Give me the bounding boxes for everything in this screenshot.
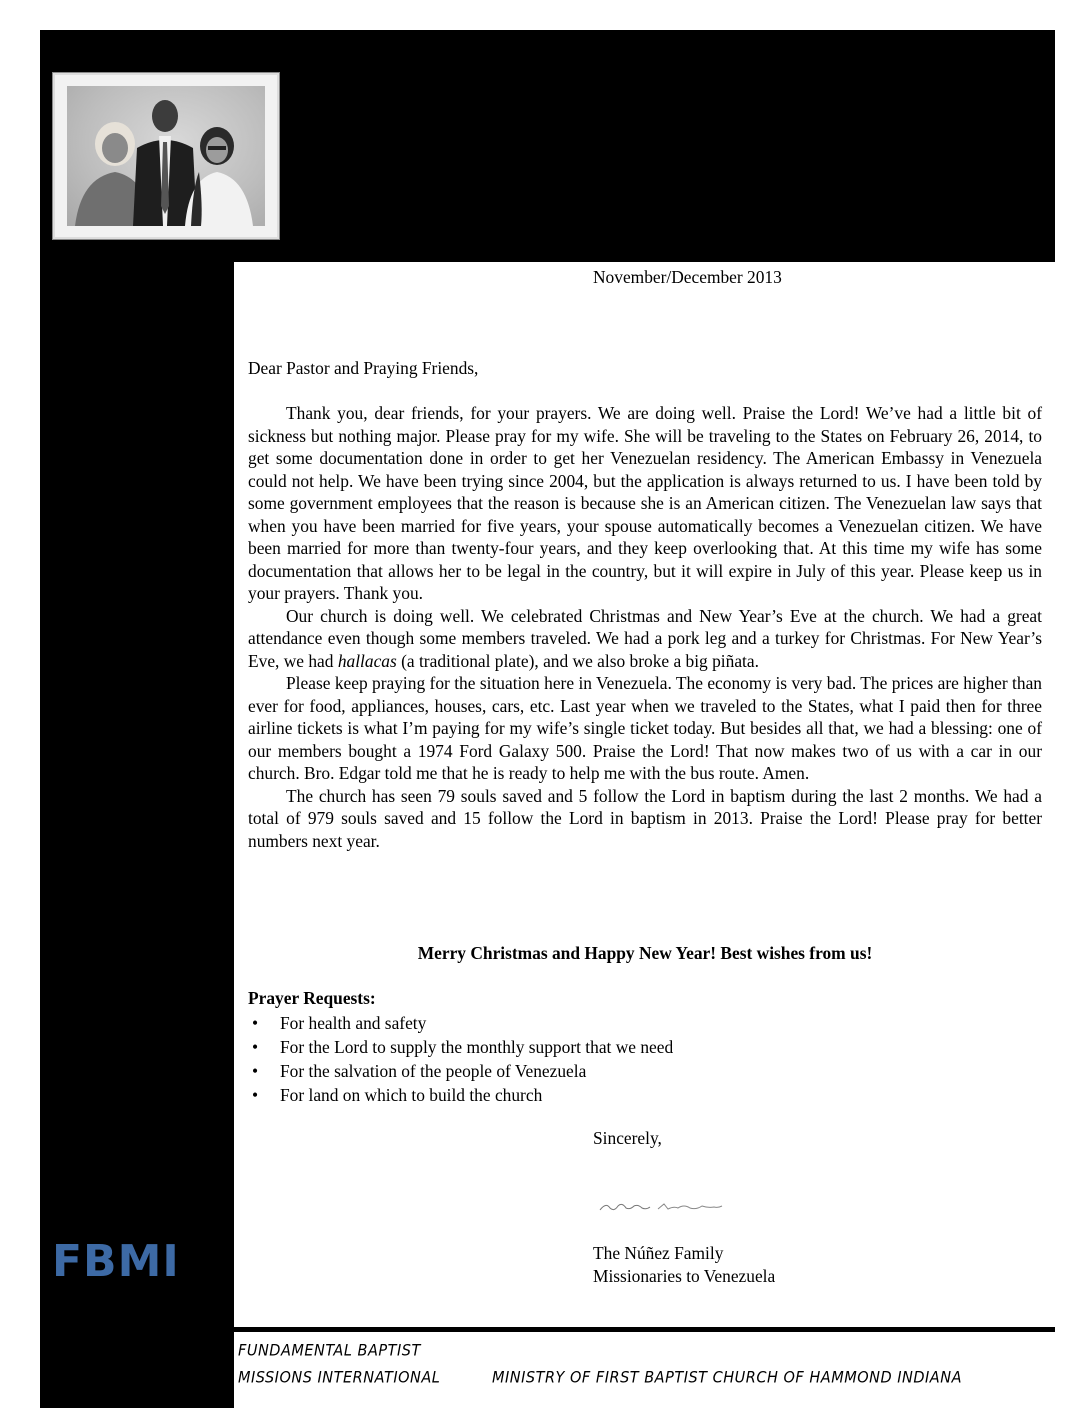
list-item	[248, 1059, 673, 1083]
paragraph-residency: Thank you, dear friends, for your prayers. We are doing well. Praise the Lord! We’ve had a little bit of sickness but nothing major. Please pray for my wife. She will be traveling to the States on February 26, 2014, to get some documentation done in order to get her Venezuelan residency. The American Embassy in Venezuela could not help. We have been trying since 2004, but the application is always returned to us. I have been told by some government employees that the reason is because she is an American citizen. The Venezuelan law says that when you have been married for five years, your spouse automatically becomes a Venezuelan citizen. We have been married for more than twenty-four years, and they keep overlooking that. At this time my wife has some documentation that allows her to be legal in the country, but it will expire in July of this year. Please keep us in your prayers. Thank you.	[248, 403, 1042, 603]
letter-body	[248, 402, 1042, 852]
signoff	[593, 1242, 775, 1288]
prayer-request: For the Lord to supply the monthly support that we need	[280, 1037, 674, 1057]
footer-org-line1: FUNDAMENTAL BAPTIST	[238, 1342, 421, 1360]
footer-org-line2: MISSIONS INTERNATIONAL	[238, 1369, 441, 1387]
signoff-title: Missionaries to Venezuela	[593, 1266, 776, 1286]
prayer-request: For health and safety	[280, 1013, 427, 1033]
hallacas-term: hallacas	[337, 650, 397, 671]
prayer-request: For the salvation of the people of Venezuela	[280, 1061, 587, 1081]
paragraph-church	[248, 605, 1042, 673]
family-photo	[67, 86, 265, 226]
paragraph-church-text-end: (a traditional plate), and we also broke a big piñata.	[396, 650, 759, 671]
bullet-icon: •	[252, 1037, 259, 1057]
family-photo-frame	[52, 72, 280, 240]
closing: Sincerely,	[593, 1128, 662, 1148]
list-item	[248, 1083, 673, 1107]
family-photo-image	[67, 86, 265, 226]
list-item	[248, 1011, 673, 1035]
prayer-request: For land on which to build the church	[280, 1085, 543, 1105]
bullet-icon: •	[252, 1085, 259, 1105]
letter-date: November/December 2013	[593, 267, 782, 287]
bullet-icon: •	[252, 1013, 259, 1033]
paragraph-venezuela: Please keep praying for the situation here in Venezuela. The economy is very bad. The prices are higher than ever for food, appliances, houses, cars, etc. Last year when we traveled to the States, what I paid then for three airline tickets is what I’m paying for my wife’s single ticket today. But besides all that, we had a blessing: one of our members bought a 1974 Ford Galaxy 500. Praise the Lord! That now makes two of us with a car in our church. Bro. Edgar told me that he is ready to help me with the bus route. Amen.	[248, 673, 1042, 783]
salutation: Dear Pastor and Praying Friends,	[248, 358, 479, 378]
signoff-name: The Núñez Family	[593, 1243, 724, 1263]
prayer-requests-list	[248, 1011, 673, 1107]
footer-divider	[234, 1327, 1055, 1332]
list-item	[248, 1035, 673, 1059]
paragraph-church-text: Our church is doing well. We celebrated Christmas and New Year’s Eve at the church. We had a great attendance even though some members traveled. We had a pork leg and a turkey for Christmas. For New Year’s Eve, we had	[248, 605, 1042, 671]
fbmi-logo: FBMI	[52, 1236, 180, 1287]
footer-ministry-line: MINISTRY OF FIRST BAPTIST CHURCH OF HAMMOND INDIANA	[492, 1369, 962, 1387]
paragraph-souls-saved: The church has seen 79 souls saved and 5 follow the Lord in baptism during the last 2 months. We had a total of 979 souls saved and 15 follow the Lord in baptism in 2013. Praise the Lord! Please pray for better numbers next year.	[248, 785, 1042, 851]
bullet-icon: •	[252, 1061, 259, 1081]
prayer-requests-heading: Prayer Requests:	[248, 988, 376, 1008]
holiday-greeting: Merry Christmas and Happy New Year! Best wishes from us!	[417, 943, 873, 963]
handwritten-signature	[598, 1196, 728, 1216]
